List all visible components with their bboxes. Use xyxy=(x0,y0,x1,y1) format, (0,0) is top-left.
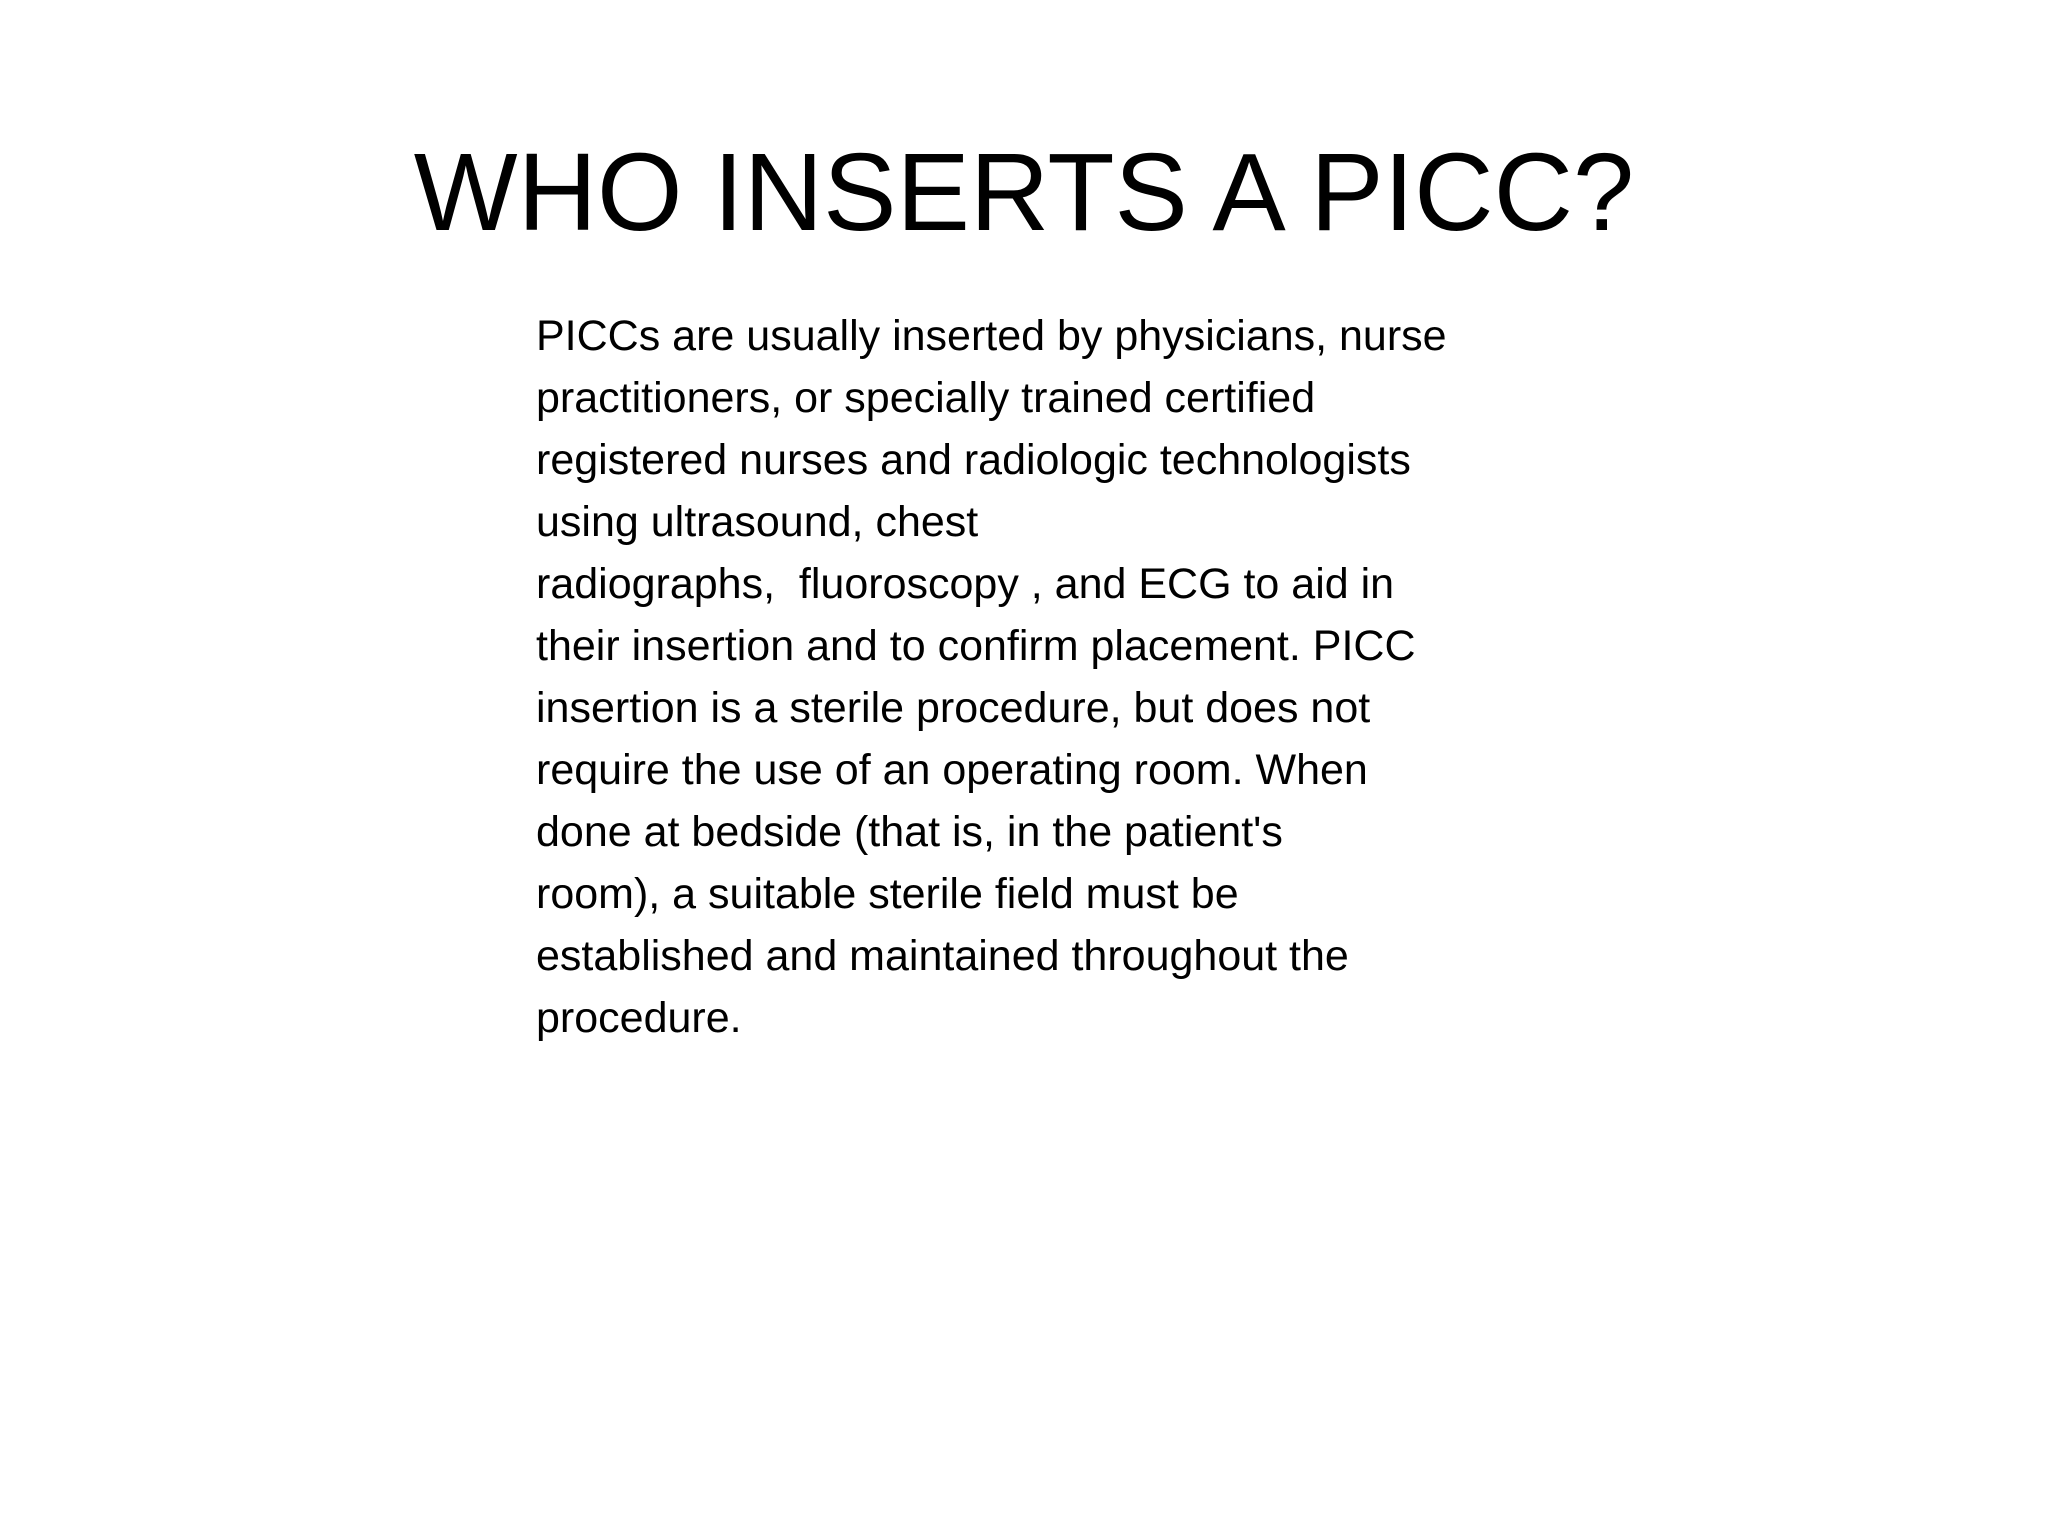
slide-body xyxy=(536,305,1536,1049)
body-line: their insertion and to confirm placement. PICC xyxy=(536,622,1416,670)
body-line: established and maintained throughout the xyxy=(536,932,1349,980)
slide-title: WHO INSERTS A PICC? xyxy=(413,131,1635,254)
body-line: insertion is a sterile procedure, but does not xyxy=(536,684,1371,732)
body-line: room), a suitable sterile field must be xyxy=(536,870,1239,918)
body-line: radiographs, fluoroscopy , and ECG to aid in xyxy=(536,560,1395,608)
body-line: registered nurses and radiologic technologists xyxy=(536,436,1411,484)
body-line: using ultrasound, chest xyxy=(536,498,979,546)
body-line: PICCs are usually inserted by physicians, nurse xyxy=(536,312,1447,360)
body-line: practitioners, or specially trained certified xyxy=(536,374,1316,422)
body-line: done at bedside (that is, in the patient's xyxy=(536,808,1283,856)
body-line: procedure. xyxy=(536,994,742,1042)
body-line: require the use of an operating room. When xyxy=(536,746,1368,794)
